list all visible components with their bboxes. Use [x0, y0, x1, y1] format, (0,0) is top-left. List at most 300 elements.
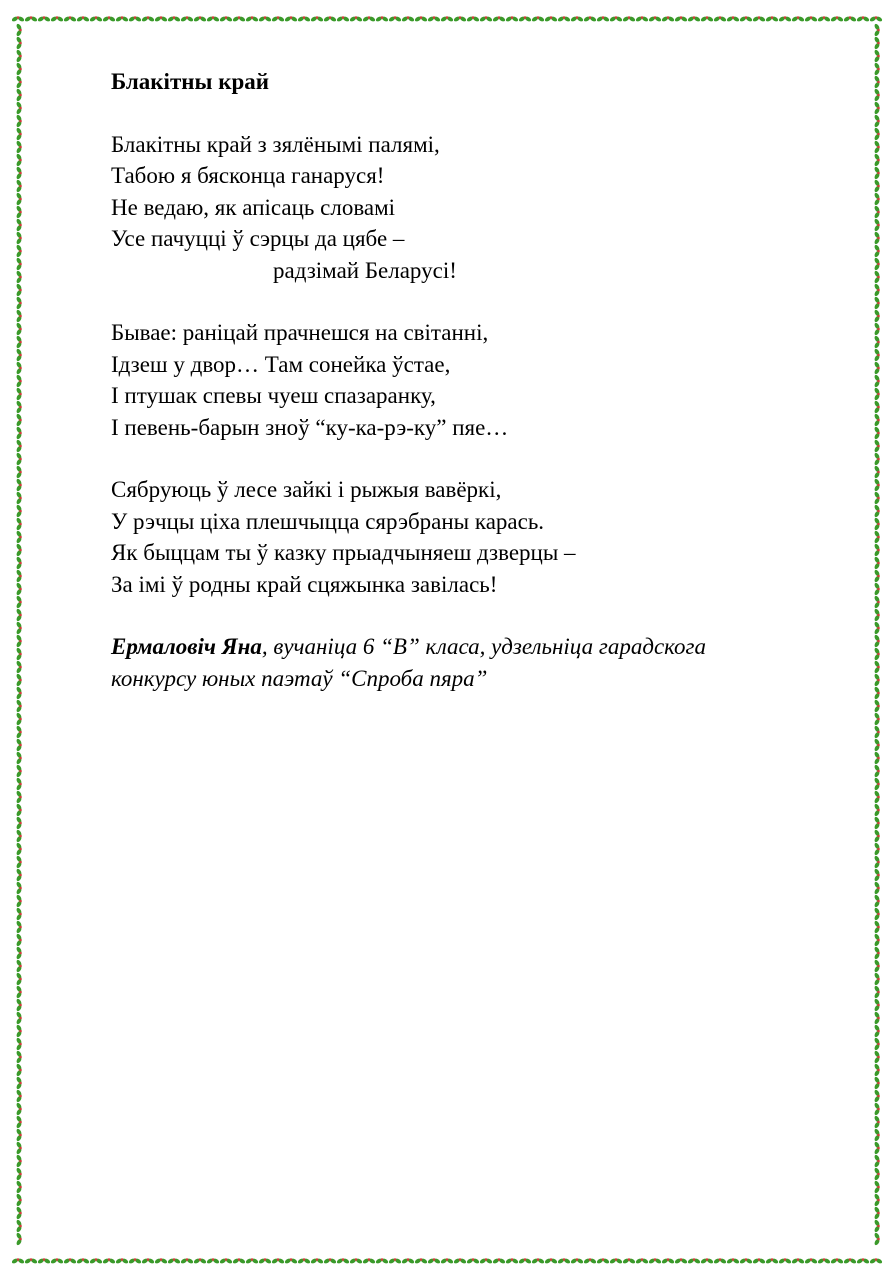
holly-leaf-icon [232, 16, 246, 23]
holly-leaf-icon [16, 88, 23, 102]
poem-title: Блакітны край [111, 69, 270, 94]
holly-leaf-icon [16, 764, 23, 778]
holly-leaf-icon [874, 569, 881, 583]
holly-leaf-icon [16, 634, 23, 648]
holly-leaf-icon [874, 179, 881, 193]
holly-leaf-icon [414, 16, 428, 23]
holly-leaf-icon [336, 16, 350, 23]
holly-leaf-icon [648, 1258, 662, 1265]
stanza-1 [111, 129, 791, 287]
holly-leaf-icon [778, 16, 792, 23]
holly-leaf-icon [874, 322, 881, 336]
holly-leaf-icon [16, 595, 23, 609]
holly-leaf-icon [388, 1258, 402, 1265]
holly-border-bottom [12, 1254, 884, 1268]
holly-leaf-icon [115, 1258, 129, 1265]
holly-leaf-icon [874, 335, 881, 349]
holly-leaf-icon [16, 738, 23, 752]
holly-leaf-icon [843, 16, 857, 23]
holly-leaf-icon [414, 1258, 428, 1265]
holly-leaf-icon [16, 257, 23, 271]
holly-leaf-icon [874, 1115, 881, 1129]
stanza-2 [111, 317, 791, 443]
holly-leaf-icon [687, 16, 701, 23]
holly-leaf-icon [874, 374, 881, 388]
holly-leaf-icon [874, 842, 881, 856]
holly-leaf-icon [24, 1258, 38, 1265]
holly-leaf-icon [874, 452, 881, 466]
holly-leaf-icon [16, 894, 23, 908]
holly-leaf-icon [16, 556, 23, 570]
holly-leaf-icon [16, 205, 23, 219]
holly-leaf-icon [16, 582, 23, 596]
holly-leaf-icon [16, 1024, 23, 1038]
poem-line: Сябруюць ў лесе зайкі і рыжыя вавёркі, [111, 477, 502, 502]
holly-leaf-icon [154, 16, 168, 23]
holly-leaf-icon [16, 1063, 23, 1077]
holly-leaf-icon [16, 504, 23, 518]
holly-leaf-icon [245, 1258, 259, 1265]
holly-leaf-icon [726, 1258, 740, 1265]
holly-leaf-icon [687, 1258, 701, 1265]
holly-leaf-icon [115, 16, 129, 23]
holly-leaf-icon [544, 16, 558, 23]
holly-leaf-icon [874, 192, 881, 206]
holly-leaf-icon [874, 101, 881, 115]
holly-leaf-icon [16, 1050, 23, 1064]
holly-leaf-icon [874, 283, 881, 297]
holly-leaf-icon [440, 16, 454, 23]
holly-leaf-icon [16, 153, 23, 167]
holly-leaf-icon [874, 959, 881, 973]
holly-leaf-icon [874, 426, 881, 440]
holly-leaf-icon [128, 16, 142, 23]
holly-leaf-icon [874, 972, 881, 986]
holly-leaf-icon [874, 764, 881, 778]
holly-border-left [12, 12, 26, 1268]
holly-leaf-icon [102, 16, 116, 23]
poem-line: Ідзеш у двор… Там сонейка ўстае, [111, 351, 451, 377]
holly-leaf-icon [492, 16, 506, 23]
holly-leaf-icon [583, 16, 597, 23]
holly-leaf-icon [16, 218, 23, 232]
holly-leaf-icon [232, 1258, 246, 1265]
holly-leaf-icon [874, 829, 881, 843]
holly-leaf-icon [362, 1258, 376, 1265]
holly-leaf-icon [874, 1154, 881, 1168]
holly-leaf-icon [16, 1128, 23, 1142]
holly-leaf-icon [154, 1258, 168, 1265]
holly-leaf-icon [16, 179, 23, 193]
holly-leaf-icon [874, 270, 881, 284]
holly-leaf-icon [874, 933, 881, 947]
holly-leaf-icon [16, 1037, 23, 1051]
holly-leaf-icon [336, 1258, 350, 1265]
holly-leaf-icon [16, 569, 23, 583]
holly-leaf-icon [531, 1258, 545, 1265]
holly-leaf-icon [16, 959, 23, 973]
holly-leaf-icon [453, 1258, 467, 1265]
holly-leaf-icon [16, 114, 23, 128]
holly-leaf-icon [817, 1258, 831, 1265]
holly-leaf-icon [16, 36, 23, 50]
holly-leaf-icon [16, 1115, 23, 1129]
holly-leaf-icon [16, 946, 23, 960]
holly-leaf-icon [874, 413, 881, 427]
holly-leaf-icon [16, 608, 23, 622]
poem-content [111, 66, 791, 694]
holly-leaf-icon [874, 309, 881, 323]
holly-leaf-icon [874, 23, 881, 37]
holly-leaf-icon [310, 16, 324, 23]
signature-description: , вучаніца 6 “В” класа, удзельніца гарадскога [261, 634, 707, 659]
poem-line: За імі ў родны край сцяжынка завілась! [111, 571, 498, 597]
holly-leaf-icon [375, 1258, 389, 1265]
holly-leaf-icon [874, 1180, 881, 1194]
holly-leaf-icon [874, 699, 881, 713]
signature-line-2: конкурсу юных паэтаў “Спроба пяра” [111, 665, 488, 691]
holly-leaf-icon [874, 205, 881, 219]
holly-leaf-icon [16, 530, 23, 544]
holly-leaf-icon [349, 1258, 363, 1265]
holly-leaf-icon [874, 1076, 881, 1090]
holly-leaf-icon [874, 816, 881, 830]
holly-leaf-icon [16, 972, 23, 986]
holly-leaf-icon [856, 1258, 870, 1265]
holly-leaf-icon [765, 1258, 779, 1265]
holly-leaf-icon [16, 192, 23, 206]
holly-leaf-icon [16, 1206, 23, 1220]
holly-leaf-icon [16, 751, 23, 765]
holly-leaf-icon [874, 49, 881, 63]
holly-leaf-icon [874, 647, 881, 661]
holly-leaf-icon [635, 16, 649, 23]
holly-leaf-icon [518, 16, 532, 23]
holly-leaf-icon [16, 725, 23, 739]
holly-leaf-icon [16, 1219, 23, 1233]
holly-leaf-icon [271, 16, 285, 23]
holly-leaf-icon [16, 907, 23, 921]
holly-leaf-icon [778, 1258, 792, 1265]
holly-leaf-icon [479, 16, 493, 23]
holly-leaf-icon [874, 1102, 881, 1116]
poem-line-indented: радзімай Беларусі! [273, 257, 457, 283]
holly-leaf-icon [16, 712, 23, 726]
holly-leaf-icon [16, 1102, 23, 1116]
holly-leaf-icon [874, 114, 881, 128]
holly-leaf-icon [16, 543, 23, 557]
holly-leaf-icon [874, 348, 881, 362]
holly-leaf-icon [16, 673, 23, 687]
holly-leaf-icon [874, 985, 881, 999]
holly-leaf-icon [258, 1258, 272, 1265]
holly-leaf-icon [874, 244, 881, 258]
holly-leaf-icon [16, 855, 23, 869]
holly-leaf-icon [752, 16, 766, 23]
holly-leaf-icon [50, 1258, 64, 1265]
holly-leaf-icon [609, 1258, 623, 1265]
holly-leaf-icon [362, 16, 376, 23]
holly-leaf-icon [16, 439, 23, 453]
holly-leaf-icon [16, 387, 23, 401]
holly-leaf-icon [167, 16, 181, 23]
holly-leaf-icon [874, 75, 881, 89]
holly-leaf-icon [16, 400, 23, 414]
poem-line: Усе пачуцці ў сэрцы да цябе – [111, 226, 405, 251]
holly-leaf-icon [16, 296, 23, 310]
holly-leaf-icon [401, 1258, 415, 1265]
holly-leaf-icon [804, 1258, 818, 1265]
holly-leaf-icon [874, 400, 881, 414]
holly-leaf-icon [739, 1258, 753, 1265]
holly-leaf-icon [102, 1258, 116, 1265]
holly-leaf-icon [193, 16, 207, 23]
holly-leaf-icon [16, 699, 23, 713]
holly-leaf-icon [16, 348, 23, 362]
holly-leaf-icon [874, 998, 881, 1012]
holly-leaf-icon [596, 16, 610, 23]
stanza-3 [111, 474, 791, 600]
holly-leaf-icon [874, 1089, 881, 1103]
holly-leaf-icon [297, 16, 311, 23]
holly-leaf-icon [661, 1258, 675, 1265]
holly-leaf-icon [856, 16, 870, 23]
holly-leaf-icon [16, 426, 23, 440]
holly-leaf-icon [874, 530, 881, 544]
holly-leaf-icon [635, 1258, 649, 1265]
holly-leaf-icon [874, 231, 881, 245]
holly-leaf-icon [583, 1258, 597, 1265]
holly-leaf-icon [16, 777, 23, 791]
holly-leaf-icon [874, 634, 881, 648]
holly-leaf-icon [874, 504, 881, 518]
holly-leaf-icon [874, 1063, 881, 1077]
holly-leaf-icon [323, 1258, 337, 1265]
holly-leaf-icon [37, 16, 51, 23]
holly-leaf-icon [874, 660, 881, 674]
holly-leaf-icon [713, 16, 727, 23]
holly-leaf-icon [874, 36, 881, 50]
holly-leaf-icon [492, 1258, 506, 1265]
holly-leaf-icon [16, 1193, 23, 1207]
holly-leaf-icon [874, 621, 881, 635]
holly-leaf-icon [141, 1258, 155, 1265]
holly-leaf-icon [349, 16, 363, 23]
holly-leaf-icon [874, 88, 881, 102]
holly-leaf-icon [874, 582, 881, 596]
holly-leaf-icon [375, 16, 389, 23]
holly-leaf-icon [874, 868, 881, 882]
holly-leaf-icon [518, 1258, 532, 1265]
holly-leaf-icon [874, 777, 881, 791]
holly-leaf-icon [16, 127, 23, 141]
holly-leaf-icon [206, 1258, 220, 1265]
holly-leaf-icon [874, 1206, 881, 1220]
holly-leaf-icon [16, 1167, 23, 1181]
holly-leaf-icon [874, 595, 881, 609]
holly-leaf-icon [16, 478, 23, 492]
holly-leaf-icon [874, 608, 881, 622]
holly-leaf-icon [700, 16, 714, 23]
holly-leaf-icon [16, 166, 23, 180]
holly-leaf-icon [63, 1258, 77, 1265]
holly-leaf-icon [16, 1089, 23, 1103]
holly-leaf-icon [804, 16, 818, 23]
holly-leaf-icon [874, 1232, 881, 1246]
holly-leaf-icon [874, 517, 881, 531]
holly-leaf-icon [874, 1037, 881, 1051]
holly-leaf-icon [817, 16, 831, 23]
holly-leaf-icon [874, 62, 881, 76]
holly-leaf-icon [622, 1258, 636, 1265]
holly-leaf-icon [16, 881, 23, 895]
holly-leaf-icon [16, 1232, 23, 1246]
holly-leaf-icon [874, 712, 881, 726]
holly-leaf-icon [874, 439, 881, 453]
holly-leaf-icon [89, 16, 103, 23]
holly-leaf-icon [24, 16, 38, 23]
holly-leaf-icon [219, 16, 233, 23]
holly-leaf-icon [16, 660, 23, 674]
holly-leaf-icon [874, 218, 881, 232]
poem-line: Як быццам ты ў казку прыадчыняеш дзверцы – [111, 540, 576, 565]
holly-leaf-icon [557, 16, 571, 23]
holly-leaf-icon [453, 16, 467, 23]
holly-leaf-icon [830, 16, 844, 23]
holly-leaf-icon [791, 16, 805, 23]
holly-leaf-icon [874, 725, 881, 739]
holly-leaf-icon [874, 751, 881, 765]
holly-leaf-icon [323, 16, 337, 23]
holly-leaf-icon [16, 374, 23, 388]
holly-leaf-icon [180, 1258, 194, 1265]
holly-leaf-icon [16, 491, 23, 505]
holly-leaf-icon [16, 101, 23, 115]
poem-line: У рэчцы ціха плешчыцца сярэбраны карась. [111, 508, 545, 534]
holly-leaf-icon [16, 75, 23, 89]
holly-leaf-icon [16, 517, 23, 531]
holly-leaf-icon [674, 1258, 688, 1265]
holly-leaf-icon [874, 1167, 881, 1181]
holly-leaf-icon [830, 1258, 844, 1265]
holly-leaf-icon [16, 231, 23, 245]
holly-leaf-icon [874, 920, 881, 934]
holly-leaf-icon [16, 621, 23, 635]
holly-border-right [870, 12, 884, 1268]
holly-leaf-icon [16, 335, 23, 349]
holly-leaf-icon [63, 16, 77, 23]
holly-leaf-icon [700, 1258, 714, 1265]
holly-leaf-icon [16, 452, 23, 466]
poem-line: Бывае: раніцай прачнешся на світанні, [111, 320, 489, 345]
holly-leaf-icon [466, 1258, 480, 1265]
holly-leaf-icon [16, 1154, 23, 1168]
holly-leaf-icon [16, 23, 23, 37]
holly-leaf-icon [739, 16, 753, 23]
holly-leaf-icon [16, 842, 23, 856]
holly-leaf-icon [874, 1011, 881, 1025]
holly-leaf-icon [874, 153, 881, 167]
holly-leaf-icon [874, 140, 881, 154]
holly-leaf-icon [874, 543, 881, 557]
holly-leaf-icon [713, 1258, 727, 1265]
holly-leaf-icon [16, 686, 23, 700]
holly-leaf-icon [505, 16, 519, 23]
holly-leaf-icon [874, 907, 881, 921]
holly-leaf-icon [16, 361, 23, 375]
poem-line: Не ведаю, як апісаць словамі [111, 194, 396, 220]
holly-leaf-icon [791, 1258, 805, 1265]
holly-leaf-icon [874, 738, 881, 752]
holly-leaf-icon [37, 1258, 51, 1265]
holly-leaf-icon [219, 1258, 233, 1265]
holly-leaf-icon [466, 16, 480, 23]
holly-leaf-icon [206, 16, 220, 23]
holly-leaf-icon [245, 16, 259, 23]
holly-leaf-icon [271, 1258, 285, 1265]
poem-line: І птушак спевы чуеш спазаранку, [111, 383, 436, 408]
holly-leaf-icon [874, 387, 881, 401]
holly-leaf-icon [16, 270, 23, 284]
holly-leaf-icon [16, 647, 23, 661]
holly-leaf-icon [193, 1258, 207, 1265]
holly-leaf-icon [479, 1258, 493, 1265]
holly-leaf-icon [16, 140, 23, 154]
holly-leaf-icon [874, 1193, 881, 1207]
holly-leaf-icon [16, 803, 23, 817]
holly-leaf-icon [570, 1258, 584, 1265]
holly-border-top [12, 12, 884, 26]
holly-leaf-icon [16, 62, 23, 76]
holly-leaf-icon [427, 1258, 441, 1265]
holly-leaf-icon [16, 868, 23, 882]
holly-leaf-icon [310, 1258, 324, 1265]
holly-leaf-icon [401, 16, 415, 23]
poem-line: Блакітны край з зялёнымі палямі, [111, 131, 440, 157]
holly-leaf-icon [874, 1219, 881, 1233]
holly-leaf-icon [141, 16, 155, 23]
holly-leaf-icon [16, 309, 23, 323]
holly-leaf-icon [674, 16, 688, 23]
holly-leaf-icon [16, 998, 23, 1012]
holly-leaf-icon [16, 920, 23, 934]
holly-leaf-icon [427, 16, 441, 23]
holly-leaf-icon [388, 16, 402, 23]
holly-leaf-icon [874, 257, 881, 271]
holly-leaf-icon [874, 296, 881, 310]
holly-leaf-icon [557, 1258, 571, 1265]
holly-leaf-icon [16, 413, 23, 427]
holly-leaf-icon [16, 1076, 23, 1090]
poem-line: Табою я бясконца ганаруся! [111, 163, 385, 188]
holly-leaf-icon [505, 1258, 519, 1265]
holly-leaf-icon [874, 465, 881, 479]
holly-leaf-icon [16, 1180, 23, 1194]
holly-leaf-icon [16, 790, 23, 804]
holly-leaf-icon [874, 1141, 881, 1155]
holly-leaf-icon [16, 465, 23, 479]
holly-leaf-icon [843, 1258, 857, 1265]
holly-leaf-icon [297, 1258, 311, 1265]
holly-leaf-icon [50, 16, 64, 23]
holly-leaf-icon [167, 1258, 181, 1265]
holly-leaf-icon [874, 881, 881, 895]
holly-leaf-icon [89, 1258, 103, 1265]
holly-leaf-icon [531, 16, 545, 23]
holly-leaf-icon [180, 16, 194, 23]
holly-leaf-icon [16, 933, 23, 947]
author-name: Ермаловіч Яна [111, 634, 262, 659]
